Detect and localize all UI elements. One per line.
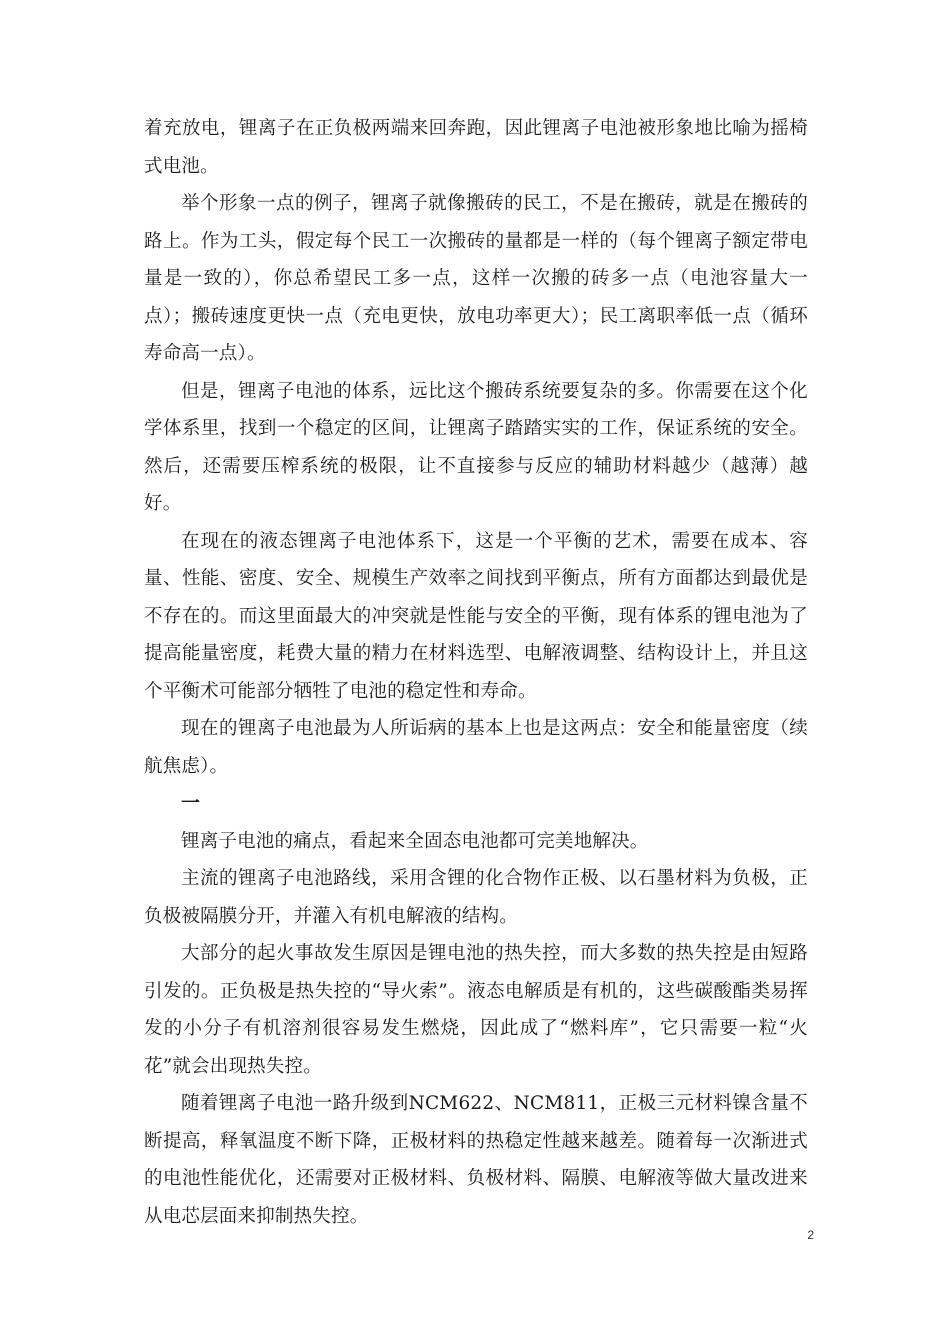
- paragraph: 大部分的起火事故发生原因是锂电池的热失控，而大多数的热失控是由短路引发的。正负极是热失控的“导火索”。液态电解质是有机的，这些碳酸酯类易挥发的小分子有机溶剂很容易发生燃烧，因此成了“燃料库”，它只需要一粒“火花”就会出现热失控。: [144, 943, 808, 1077]
- paragraph: 着充放电，锂离子在正负极两端来回奔跑，因此锂离子电池被形象地比喻为摇椅式电池。: [144, 118, 808, 177]
- body-text: [144, 110, 808, 1235]
- paragraph: 在现在的液态锂离子电池体系下，这是一个平衡的艺术，需要在成本、容量、性能、密度、安全、规模生产效率之间找到平衡点，所有方面都达到最优是不存在的。而这里面最大的冲突就是性能与安全的平衡，现有体系的锂电池为了提高能量密度，耗费大量的精力在材料选型、电解液调整、结构设计上，并且这个平衡术可能部分牺牲了电池的稳定性和寿命。: [144, 530, 808, 702]
- paragraph: 举个形象一点的例子，锂离子就像搬砖的民工，不是在搬砖，就是在搬砖的路上。作为工头，假定每个民工一次搬砖的量都是一样的（每个锂离子额定带电量是一致的），你总希望民工多一点，这样一次搬的砖多一点（电池容量大一点）；搬砖速度更快一点（充电更快，放电功率更大）；民工离职率低一点（循环寿命高一点）。: [144, 193, 808, 364]
- paragraph: 随着锂离子电池一路升级到NCM622、NCM811，正极三元材料镍含量不断提高，释氧温度不断下降，正极材料的热稳定性越来越差。随着每一次渐进式的电池性能优化，还需要对正极材料、负极材料、隔膜、电解液等做大量改进来从电芯层面来抑制热失控。: [144, 1093, 808, 1227]
- paragraph: 锂离子电池的痛点，看起来全固态电池都可完美地解决。: [181, 830, 649, 852]
- paragraph: 但是，锂离子电池的体系，远比这个搬砖系统要复杂的多。你需要在这个化学体系里，找到一个稳定的区间，让锂离子踏踏实实的工作，保证系统的安全。然后，还需要压榨系统的极限，让不直接参与反应的辅助材料越少（越薄）越好。: [144, 380, 808, 514]
- paragraph: 主流的锂离子电池路线，采用含锂的化合物作正极、以石墨材料为负极，正负极被隔膜分开，并灌入有机电解液的结构。: [144, 868, 808, 927]
- section-heading: 一: [181, 792, 201, 814]
- page-number: 2: [807, 1228, 814, 1242]
- paragraph: 现在的锂离子电池最为人所诟病的基本上也是这两点：安全和能量密度（续航焦虑）。: [144, 718, 808, 777]
